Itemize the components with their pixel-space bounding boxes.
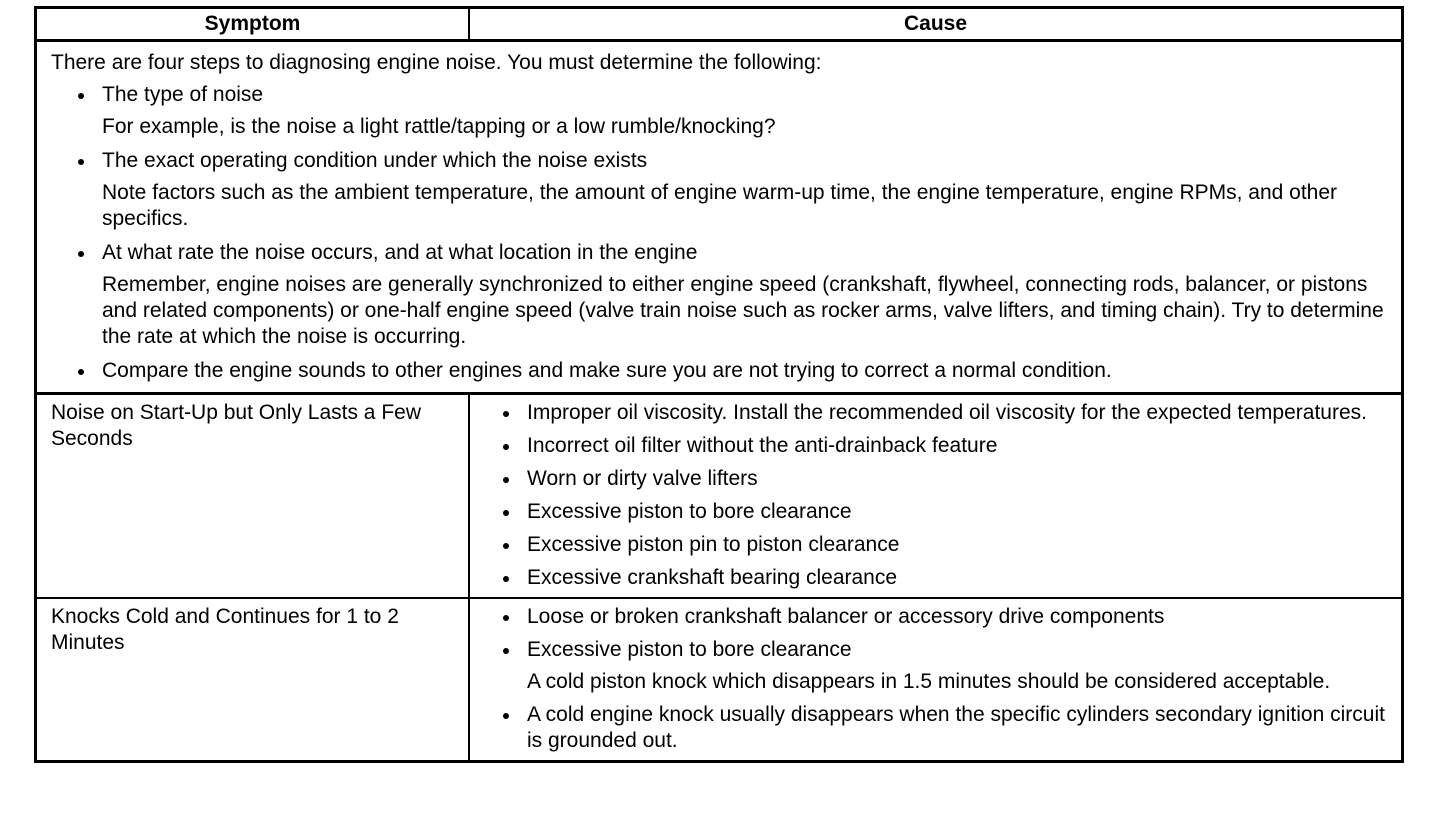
bullet-icon [503, 648, 509, 654]
bullet-icon [503, 411, 509, 417]
bullet-icon [503, 615, 509, 621]
table-row [37, 598, 1401, 760]
intro-bullet [75, 148, 1387, 232]
table-row [37, 394, 1401, 599]
cause-cell [469, 394, 1401, 599]
symptom-cell: Knocks Cold and Continues for 1 to 2 Minutes [37, 598, 469, 760]
intro-row [37, 41, 1401, 394]
intro-bullet [75, 82, 1387, 140]
cause-text: Excessive piston pin to piston clearance [527, 533, 900, 556]
cause-item [500, 702, 1387, 754]
bullet-icon [78, 251, 84, 257]
cause-bullet-list [500, 400, 1387, 591]
header-row [37, 9, 1401, 41]
cause-text: Worn or dirty valve lifters [527, 467, 758, 490]
bullet-icon [78, 369, 84, 375]
cause-note: A cold piston knock which disappears in 1.5 minutes should be considered acceptable. [527, 670, 1331, 693]
cause-bullet-list [500, 604, 1387, 754]
cause-item [500, 499, 1387, 525]
intro-bullet-note: Note factors such as the ambient temperature, the amount of engine warm-up time, the engine temperature, engine RPMs, and other specifics. [102, 181, 1338, 230]
bullet-icon [78, 93, 84, 99]
intro-text: There are four steps to diagnosing engine noise. You must determine the following: [51, 51, 822, 74]
bullet-icon [503, 713, 509, 719]
cause-text: Excessive piston to bore clearance [527, 638, 852, 661]
bullet-icon [503, 576, 509, 582]
intro-bullet [75, 358, 1387, 384]
bullet-icon [503, 444, 509, 450]
intro-bullet-text: The exact operating condition under which the noise exists [102, 149, 648, 172]
cause-item [500, 532, 1387, 558]
cause-text: Loose or broken crankshaft balancer or accessory drive components [527, 605, 1165, 628]
bullet-icon [503, 477, 509, 483]
cause-text: Excessive crankshaft bearing clearance [527, 566, 898, 589]
intro-bullet-list [51, 82, 1387, 384]
intro-bullet-note: Remember, engine noises are generally synchronized to either engine speed (crankshaft, flywheel, connecting rods, balancer, or pistons and related components) or one-half engine speed (valve train noise such as rocker arms, valve lifters, and timing chain). Try to determine the rate at which the noise is occurring. [102, 273, 1384, 348]
cause-cell [469, 598, 1401, 760]
symptom-cell: Noise on Start-Up but Only Lasts a Few Seconds [37, 394, 469, 599]
cause-item [500, 604, 1387, 630]
bullet-icon [78, 159, 84, 165]
cause-text: Improper oil viscosity. Install the recommended oil viscosity for the expected temperatures. [527, 401, 1367, 424]
intro-cell [37, 41, 1401, 394]
cause-item [500, 400, 1387, 426]
cause-item [500, 433, 1387, 459]
cause-text: A cold engine knock usually disappears when the specific cylinders secondary ignition circuit is grounded out. [527, 703, 1385, 752]
symptom-column-header: Symptom [37, 9, 469, 41]
cause-item [500, 637, 1387, 695]
cause-item [500, 466, 1387, 492]
cause-column-header: Cause [469, 9, 1401, 41]
intro-bullet [75, 240, 1387, 350]
intro-bullet-text: At what rate the noise occurs, and at what location in the engine [102, 241, 698, 264]
cause-item [500, 565, 1387, 591]
bullet-icon [503, 510, 509, 516]
cause-text: Excessive piston to bore clearance [527, 500, 852, 523]
intro-bullet-text: The type of noise [102, 83, 264, 106]
bullet-icon [503, 543, 509, 549]
cause-text: Incorrect oil filter without the anti-drainback feature [527, 434, 998, 457]
intro-bullet-text: Compare the engine sounds to other engines and make sure you are not trying to correct a normal condition. [102, 359, 1112, 382]
engine-noise-diagnosis-table [37, 9, 1401, 760]
diagnosis-document [34, 6, 1404, 763]
intro-bullet-note: For example, is the noise a light rattle/tapping or a low rumble/knocking? [102, 115, 776, 138]
